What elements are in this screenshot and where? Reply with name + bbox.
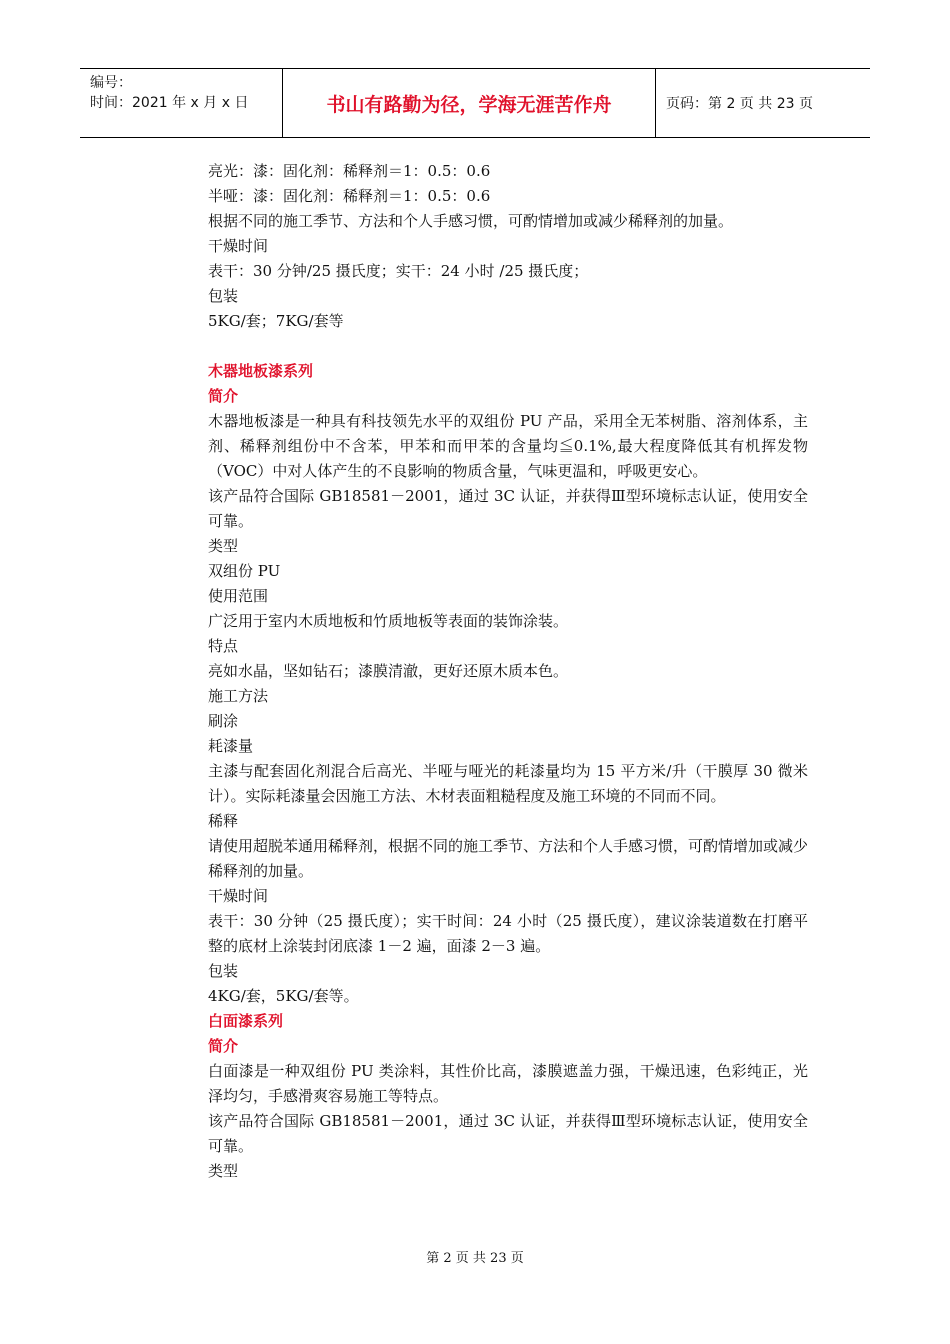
packaging-label: 包装: [208, 287, 239, 305]
dry-time-value: 表干：30 分钟/25 摄氏度；实干：24 小时 /25 摄氏度；: [208, 262, 589, 280]
floor-series-title: 木器地板漆系列: [208, 362, 314, 380]
floor-intro-text: 木器地板漆是一种具有科技领先水平的双组份 PU 产品，采用全无苯树脂、溶剂体系，主剂、稀释剂组份中不含苯，甲苯和而甲苯的含量均≦0.1%,最大程度降低其有机挥发物（VOC）中对人体产生的不良影响的物质含量，气味更温和，呼吸更安心。: [208, 412, 808, 480]
header-motto: 书山有路勤为径，学海无涯苦作舟: [283, 69, 656, 137]
floor-dry-label: 干燥时间: [208, 887, 269, 905]
floor-intro-heading: 简介: [208, 387, 239, 405]
floor-method-value: 刷涂: [208, 712, 239, 730]
ratio-gloss: 亮光：漆：固化剂：稀释剂＝1：0.5：0.6: [208, 162, 491, 180]
white-series-title: 白面漆系列: [208, 1012, 284, 1030]
packaging-value: 5KG/套；7KG/套等: [208, 312, 344, 330]
floor-pack-label: 包装: [208, 962, 239, 980]
floor-feature-label: 特点: [208, 637, 239, 655]
floor-pack-value: 4KG/套，5KG/套等。: [208, 987, 359, 1005]
white-cert-text: 该产品符合国际 GB18581－2001，通过 3C 认证，并获得Ⅲ型环境标志认证，使用安全可靠。: [208, 1112, 808, 1155]
floor-dry-value: 表干：30 分钟（25 摄氏度）；实干时间：24 小时（25 摄氏度），建议涂装道数在打磨平整的底材上涂装封闭底漆 1－2 遍，面漆 2－3 遍。: [208, 912, 808, 955]
floor-scope-label: 使用范围: [208, 587, 269, 605]
floor-feature-value: 亮如水晶，坚如钻石；漆膜清澈，更好还原木质本色。: [208, 662, 569, 680]
floor-consumption-value: 主漆与配套固化剂混合后高光、半哑与哑光的耗漆量均为 15 平方米/升（干膜厚 30 微米计）。实际耗漆量会因施工方法、木材表面粗糙程度及施工环境的不同而不同。: [208, 762, 808, 805]
floor-type-label: 类型: [208, 537, 239, 555]
floor-method-label: 施工方法: [208, 687, 269, 705]
floor-consumption-label: 耗漆量: [208, 737, 254, 755]
floor-dilute-label: 稀释: [208, 812, 239, 830]
white-intro-text: 白面漆是一种双组份 PU 类涂料，其性价比高，漆膜遮盖力强，干燥迅速，色彩纯正，光泽均匀，手感滑爽容易施工等特点。: [208, 1062, 808, 1105]
page-footer: 第 2 页 共 23 页: [426, 1251, 524, 1266]
document-number: 编号：: [90, 75, 132, 91]
document-date: 时间：2021 年 x 月 x 日: [90, 95, 249, 111]
floor-type-value: 双组份 PU: [208, 562, 281, 580]
dilution-note: 根据不同的施工季节、方法和个人手感习惯，可酌情增加或减少稀释剂的加量。: [208, 212, 734, 230]
floor-cert-text: 该产品符合国际 GB18581－2001，通过 3C 认证，并获得Ⅲ型环境标志认证，使用安全可靠。: [208, 487, 808, 530]
ratio-semi-matte: 半哑：漆：固化剂：稀释剂＝1：0.5：0.6: [208, 187, 491, 205]
dry-time-label: 干燥时间: [208, 237, 269, 255]
document-body: [208, 159, 808, 1184]
floor-dilute-value: 请使用超脱苯通用稀释剂，根据不同的施工季节、方法和个人手感习惯，可酌情增加或减少稀释剂的加量。: [208, 837, 809, 880]
header-page-number: 页码：第 2 页 共 23 页: [666, 96, 813, 112]
white-intro-heading: 简介: [208, 1037, 239, 1055]
floor-scope-value: 广泛用于室内木质地板和竹质地板等表面的装饰涂装。: [208, 612, 569, 630]
white-type-label: 类型: [208, 1162, 239, 1180]
header-meta: [80, 69, 283, 137]
page-header: [80, 68, 870, 138]
